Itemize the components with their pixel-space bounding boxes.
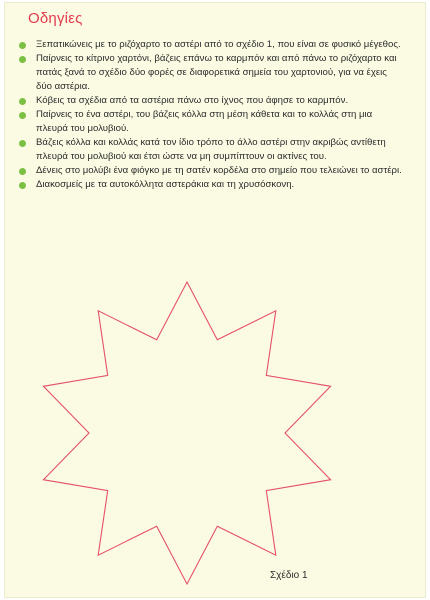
instruction-step-text: Παίρνεις το ένα αστέρι, του βάζεις κόλλα στη μέση κάθετα και το κολλάς στη μια πλευρά του μολυβιού.	[36, 109, 373, 134]
instruction-step-text: Βάζεις κόλλα και κολλάς κατά τον ίδιο τρόπο το άλλο αστέρι στην ακριβώς αντίθετη πλευρά του μολυβιού και έτσι ώστε να μη συμπίπτουν οι ακτίνες του.	[36, 137, 386, 162]
instruction-step-text: Δένεις στο μολύβι ένα φιόγκο με τη σατέν κορδέλα στο σημείο που τελειώνει το αστέρι.	[36, 165, 402, 176]
instruction-step-text: Κόβεις τα σχέδια από τα αστέρια πάνω στο ίχνος που άφησε το καρμπόν.	[36, 95, 349, 106]
star-template-figure	[4, 2, 426, 598]
instruction-page	[4, 2, 426, 598]
figure-caption: Σχέδιο 1	[270, 570, 308, 581]
instruction-step-text: Διακοσμείς με τα αυτοκόλλητα αστεράκια και τη χρυσόσκονη.	[36, 179, 295, 190]
page-title: Οδηγίες	[28, 10, 83, 27]
instruction-step-text: Ξεπατικώνεις με το ριζόχαρτο το αστέρι από το σχέδιο 1, που είναι σε φυσικό μέγεθος.	[36, 39, 401, 50]
star-outline-icon	[43, 282, 330, 584]
instruction-step-text: Παίρνεις το κίτρινο χαρτόνι, βάζεις επάνω το καρμπόν και από πάνω το ριζόχαρτο και πατάς ξανά το σχέδιο δύο φορές σε διαφορετικά σημεία του χαρτονιού, για να έχεις δύο αστέρια.	[36, 53, 397, 92]
